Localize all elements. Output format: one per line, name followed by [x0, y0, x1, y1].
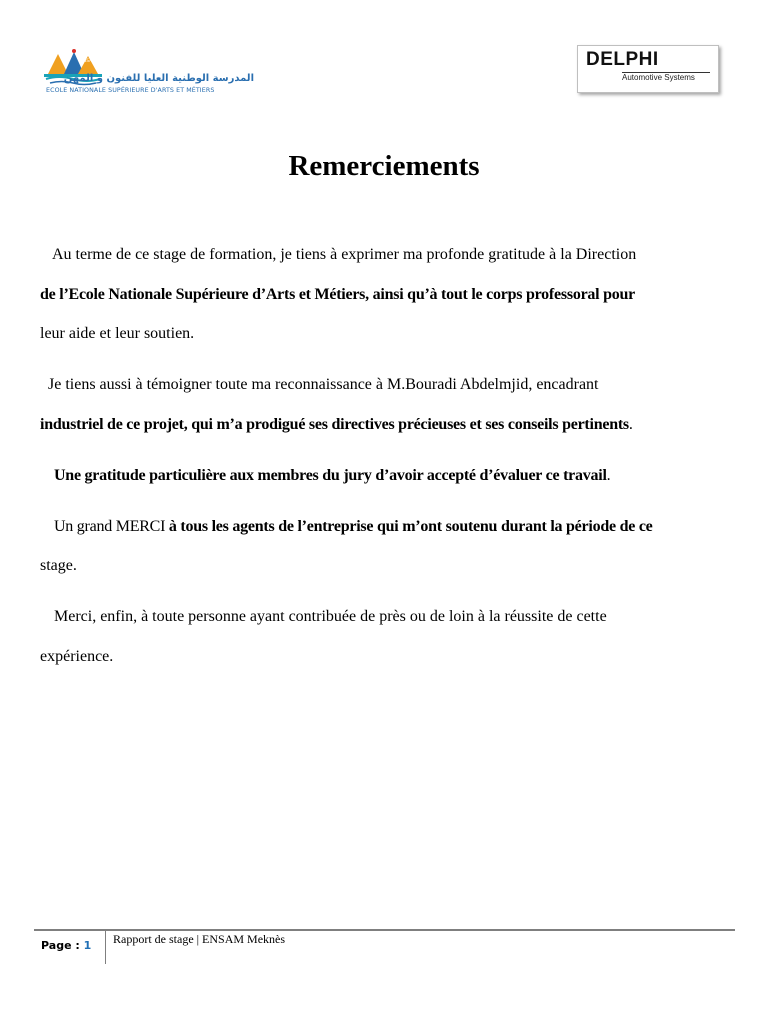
- page-label-text: Page :: [41, 939, 84, 952]
- text-run: de l’Ecole Nationale Supérieure d’Arts et Métiers, ainsi qu’à tout le corps professoral pour: [40, 286, 636, 303]
- text-run: leur aide et leur soutien.: [40, 325, 195, 342]
- text-line: [54, 608, 607, 626]
- ensam-arabic-name: المدرسة الوطنية العليا للفنون و المهن: [63, 73, 254, 84]
- text-run: .: [606, 467, 611, 484]
- text-run: Une gratitude particulière aux membres du jury d’avoir accepté d’évaluer ce travail: [54, 467, 607, 484]
- ensam-badge: ENSAM: [81, 58, 96, 63]
- text-line: [40, 416, 633, 434]
- text-run: industriel de ce projet, qui m’a prodigué ses directives précieuses et ses conseils pertinents: [40, 416, 629, 433]
- page-title: Remerciements: [288, 150, 480, 182]
- ensam-logo: [44, 48, 254, 100]
- delphi-logo: [577, 45, 719, 93]
- delphi-brand: DELPHI: [586, 49, 659, 70]
- text-line: [40, 325, 194, 343]
- text-run: Merci, enfin, à toute personne ayant contribuée de près ou de loin à la réussite de cette: [54, 608, 607, 625]
- footer-divider: [105, 931, 106, 964]
- text-run: .: [628, 416, 633, 433]
- delphi-subtitle: Automotive Systems: [622, 73, 695, 82]
- text-run: expérience.: [40, 648, 114, 665]
- text-line: [48, 376, 599, 394]
- text-run: à tous les agents de l’entreprise qui m’ont soutenu durant la période de ce: [168, 518, 653, 535]
- text-run: Je tiens aussi à témoigner toute ma reconnaissance à M.Bouradi Abdelmjid, encadrant: [48, 376, 599, 393]
- text-run: Au terme de ce stage de formation, je tiens à exprimer ma profonde gratitude à la Direction: [52, 246, 637, 263]
- footer-rule: [34, 929, 735, 931]
- page-number-label: [41, 939, 91, 952]
- text-line: [52, 246, 636, 264]
- page-number: 1: [83, 939, 92, 952]
- text-line: [40, 557, 77, 575]
- ensam-french-name: ECOLE NATIONALE SUPÉRIEURE D'ARTS ET MÉTIERS: [46, 87, 215, 94]
- text-line: [40, 286, 635, 304]
- text-line: [54, 518, 653, 536]
- text-line: [40, 648, 113, 666]
- text-run: Un grand MERCI: [54, 518, 169, 535]
- text-line: [54, 467, 610, 485]
- footer-text: Rapport de stage | ENSAM Meknès: [113, 932, 286, 946]
- text-run: stage.: [40, 557, 77, 574]
